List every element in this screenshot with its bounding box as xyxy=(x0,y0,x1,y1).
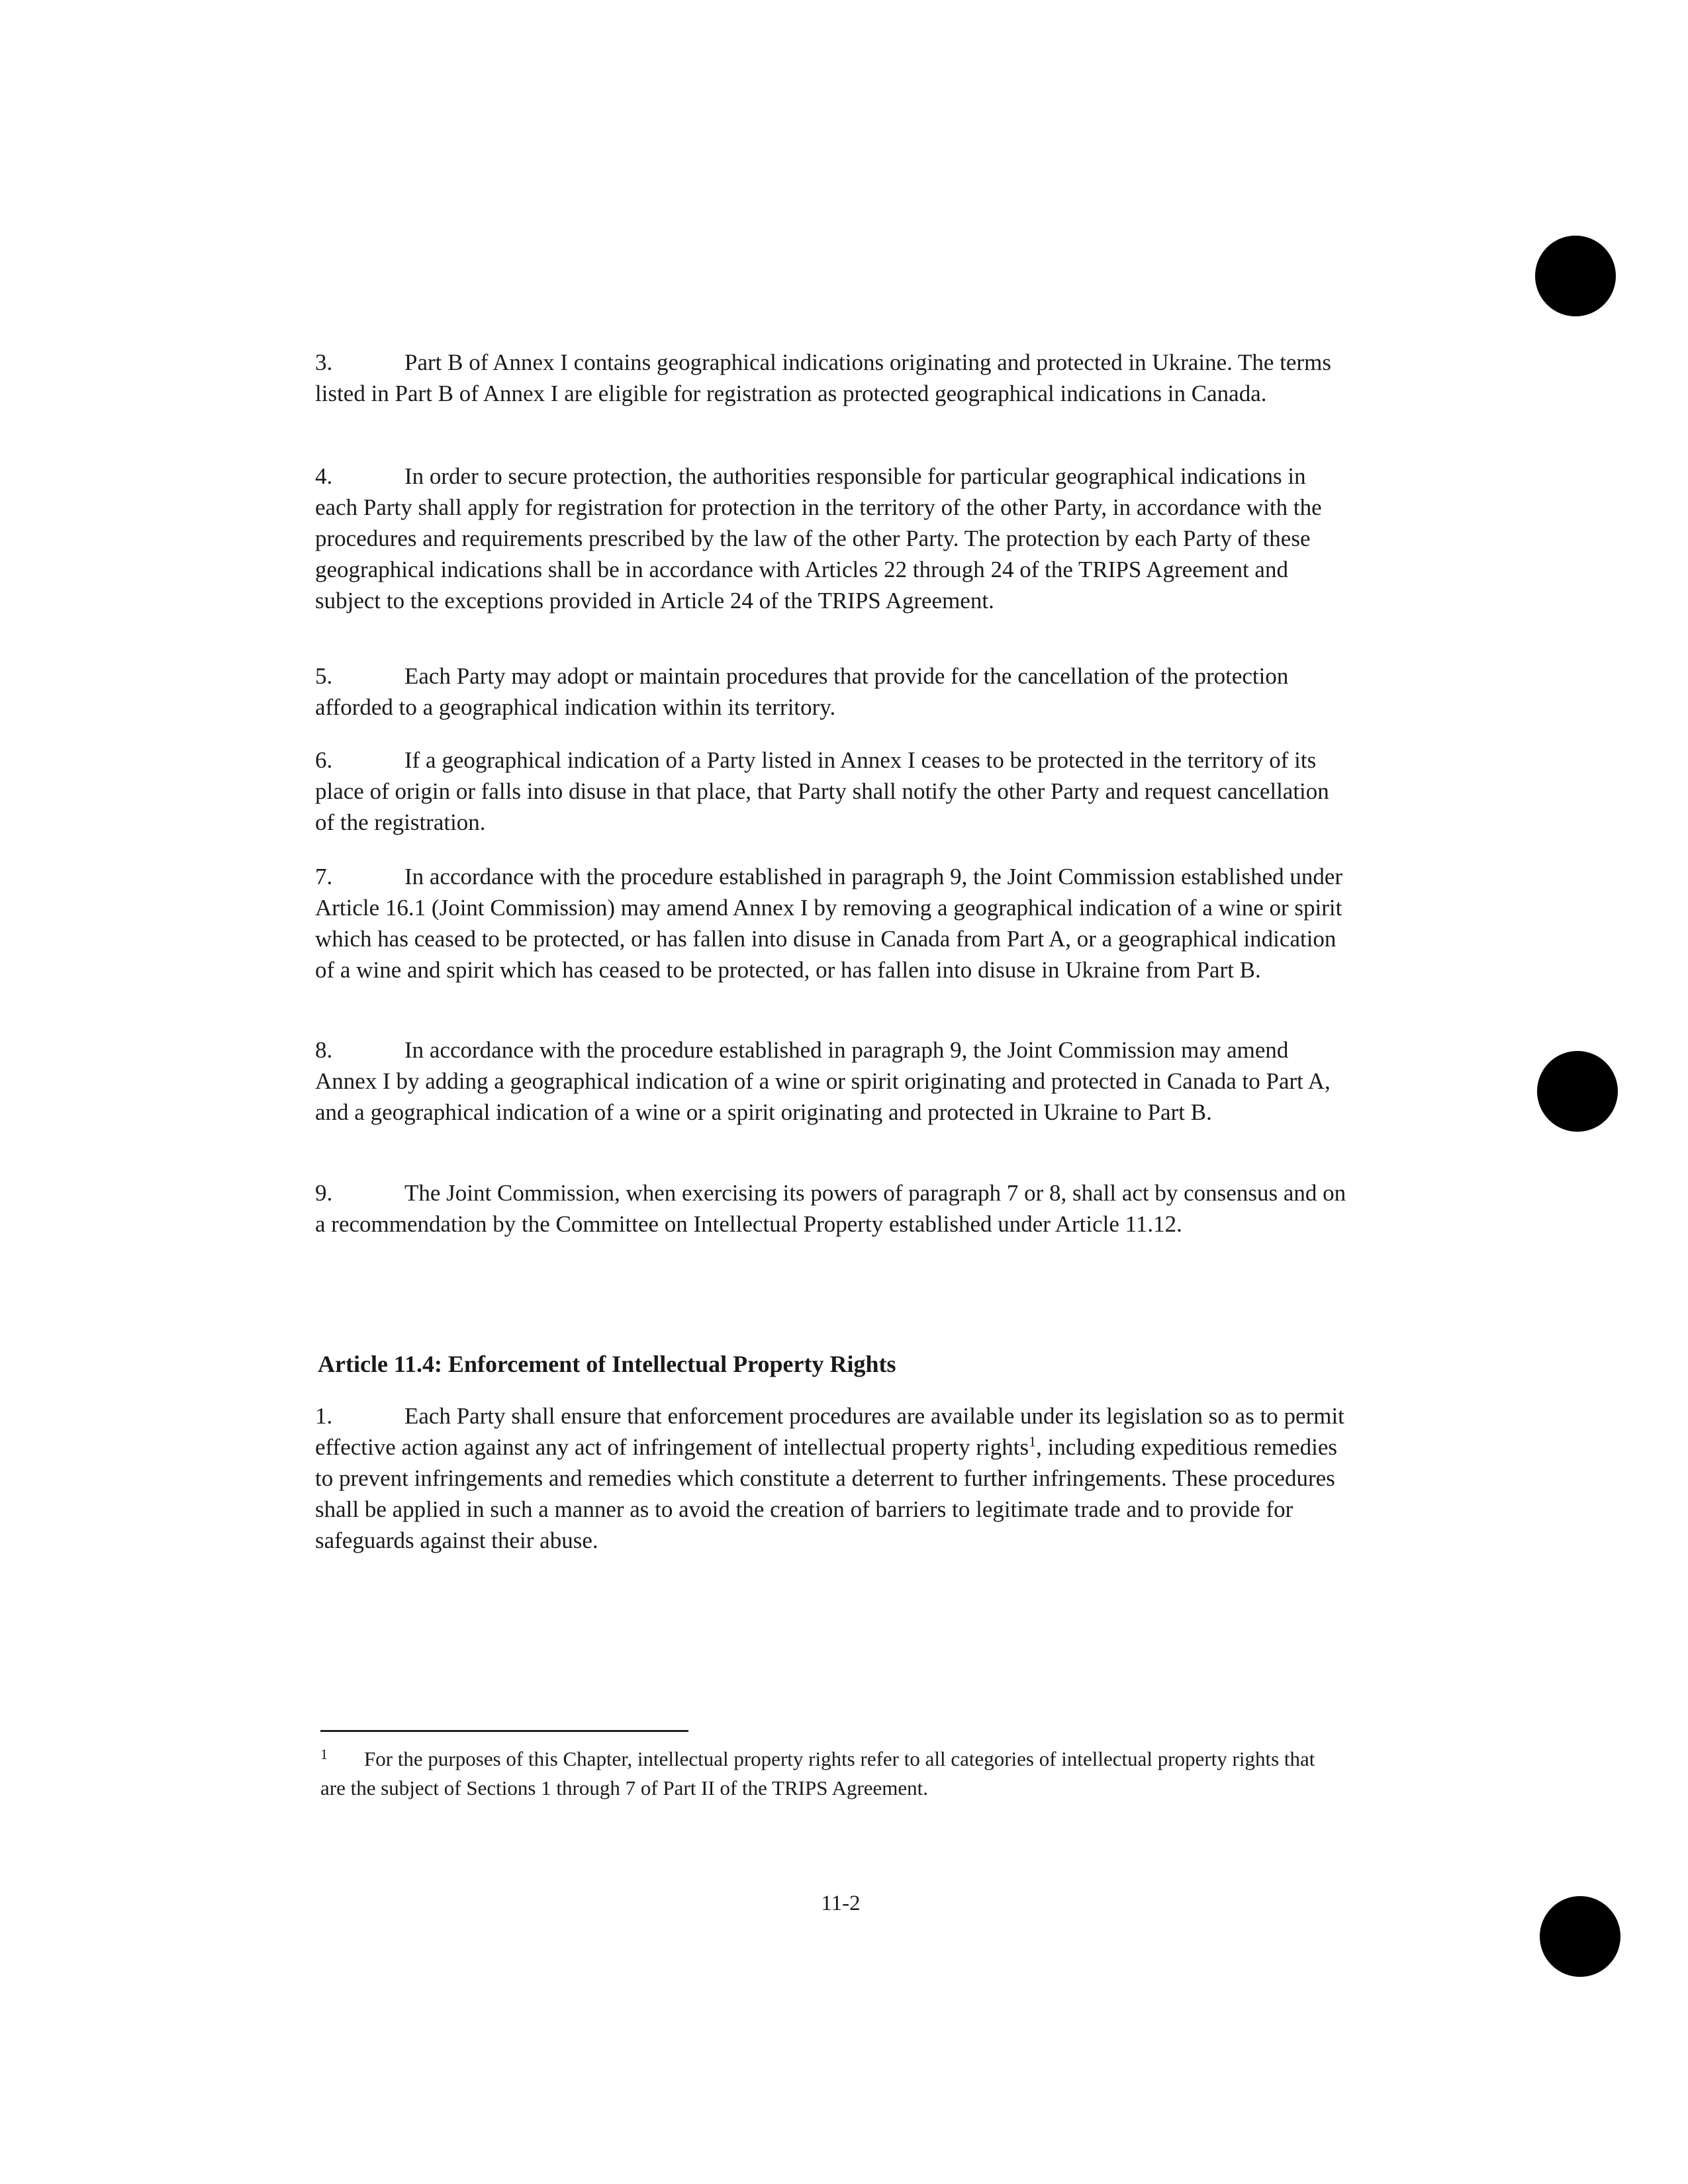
paragraph-text: Each Party may adopt or maintain procedures that provide for the cancellation of the protection afforded to a geographical indication within its territory. xyxy=(315,663,1289,720)
paragraph-6 xyxy=(315,745,1348,838)
paragraph-text: The Joint Commission, when exercising its powers of paragraph 7 or 8, shall act by consensus and on a recommendation by the Committee on Intellectual Property established under Article 11.12. xyxy=(315,1180,1346,1237)
paragraph-number: 6. xyxy=(315,747,333,773)
paragraph-number: 7. xyxy=(315,864,333,889)
paragraph-5 xyxy=(315,660,1348,723)
paragraph-number: 1. xyxy=(315,1403,333,1429)
paragraph-3 xyxy=(315,347,1348,409)
paragraph-9 xyxy=(315,1177,1348,1240)
punch-hole xyxy=(1535,236,1616,316)
paragraph-text-continued: , including expeditious remedies to prevent infringements and remedies which constitute a deterrent to further infringements. These procedures shall be applied in such a manner as to avoid the creation of barriers to legitimate trade and to provide for safeguards against their abuse. xyxy=(315,1434,1338,1553)
footnote-reference: 1 xyxy=(1029,1433,1037,1450)
paragraph-number: 5. xyxy=(315,663,333,689)
punch-hole xyxy=(1540,1896,1620,1977)
article-heading: Article 11.4: Enforcement of Intellectual Property Rights xyxy=(318,1351,896,1377)
paragraph-text: Part B of Annex I contains geographical indications originating and protected in Ukraine. The terms listed in Part B of Annex I are eligible for registration as protected geographical indications in Canada. xyxy=(315,349,1331,406)
paragraph-4 xyxy=(315,461,1348,616)
footnote-separator xyxy=(320,1730,688,1732)
paragraph-number: 3. xyxy=(315,349,333,375)
footnote-marker: 1 xyxy=(320,1746,328,1762)
footnote-text: For the purposes of this Chapter, intellectual property rights refer to all categories of intellectual property rights that are the subject of Sections 1 through 7 of Part II of the TRIPS Agreement. xyxy=(320,1747,1315,1799)
paragraph-number: 9. xyxy=(315,1180,333,1206)
paragraph-text: Each Party shall ensure that enforcement procedures are available under its legislation so as to permit effective action against any act of infringement of intellectual property rights xyxy=(315,1403,1344,1460)
page-number: 11-2 xyxy=(821,1891,861,1915)
paragraph-text: In order to secure protection, the authorities responsible for particular geographical indications in each Party shall apply for registration for protection in the territory of the other Party, in accordance with the procedures and requirements prescribed by the law of the other Party. The protection by each Party of these geographical indications shall be in accordance with Articles 22 through 24 of the TRIPS Agreement and subject to the exceptions provided in Article 24 of the TRIPS Agreement. xyxy=(315,463,1322,614)
paragraph-text: In accordance with the procedure established in paragraph 9, the Joint Commission may amend Annex I by adding a geographical indication of a wine or spirit originating and protected in Canada to Part A, and a geographical indication of a wine or a spirit originating and protected in Ukraine to Part B. xyxy=(315,1037,1331,1125)
footnote xyxy=(320,1745,1340,1803)
article-paragraph-1 xyxy=(315,1400,1348,1556)
paragraph-number: 8. xyxy=(315,1037,333,1063)
paragraph-7 xyxy=(315,861,1348,985)
paragraph-number: 4. xyxy=(315,463,333,489)
paragraph-8 xyxy=(315,1034,1348,1128)
paragraph-text: If a geographical indication of a Party listed in Annex I ceases to be protected in the territory of its place of origin or falls into disuse in that place, that Party shall notify the other Party and request cancellation of the registration. xyxy=(315,747,1329,835)
punch-hole xyxy=(1537,1051,1618,1132)
paragraph-text: In accordance with the procedure established in paragraph 9, the Joint Commission established under Article 16.1 (Joint Commission) may amend Annex I by removing a geographical indication of a wine or spirit which has ceased to be protected, or has fallen into disuse in Canada from Part A, or a geographical indication of a wine and spirit which has ceased to be protected, or has fallen into disuse in Ukraine from Part B. xyxy=(315,864,1343,983)
